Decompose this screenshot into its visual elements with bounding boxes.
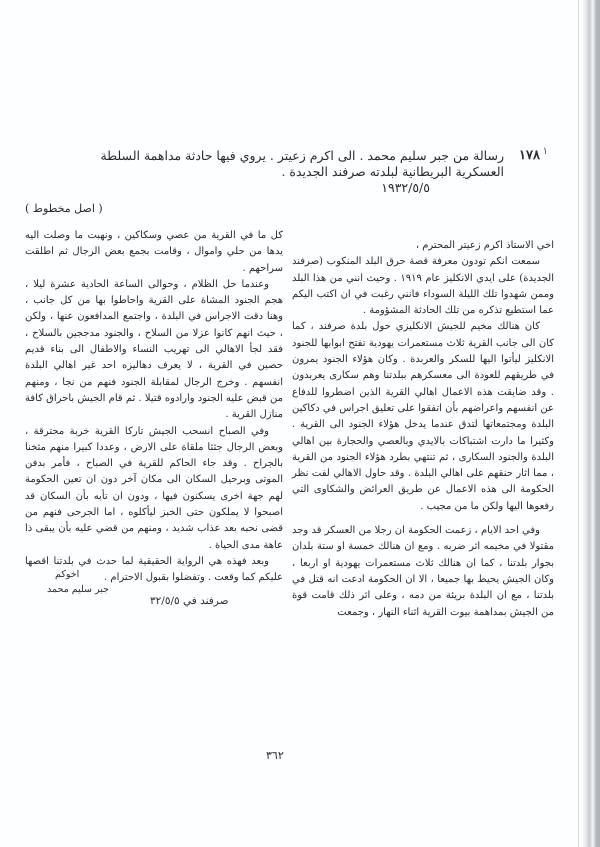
- paragraph: سمعت انكم تودون معرفة قصة حرق البلد المنكوب (صرفند الجديدة) على ايدي الانكليز عام ١٩١٩ . وحيث انني من هذا البلد وممن شهدوا تلك الليلة السوداء فانني رغبت في ان اكتب اليكم عما استطيع تذكره من تلك الحادثة المشؤومة .: [292, 256, 555, 317]
- source-note: ( اصل مخطوط ): [25, 202, 103, 215]
- left-column: [25, 228, 283, 587]
- book-binding-shadow: [582, 0, 600, 847]
- entry-number: ١٧٨: [519, 148, 540, 163]
- right-column: [292, 238, 554, 621]
- document-date: ١٩٣٢/٥/٥: [381, 180, 430, 195]
- place-date: صرفند في ٣٢/٥/٥: [150, 595, 229, 607]
- paragraph: كل ما في القرية من عصي وسكاكين ، ونهبت ما وصلت اليه يدها من حلي واموال ، وقامت بجمع بعض الرجال ثم اطلقت سراحهم .: [25, 230, 283, 274]
- document-title: رسالة من جبر سليم محمد . الى اكرم زعيتر . يروي فيها حادثة مداهمة السلطة العسكرية البريطانية لبلدته صرفند الجديدة .: [100, 148, 504, 179]
- page-number: ٣٦٢: [266, 749, 284, 762]
- margin-mark: ١: [542, 146, 548, 157]
- closing: اخوكم: [55, 569, 80, 580]
- paragraph: وفي الصباح انسحب الجيش تاركا القرية خربة محترقة ، وبعض الرجال جثثا ملقاة على الارض ، وعددا كبيرا منهم مثخنا بالجراح . وقد جاء الحاكم للقرية في الصباح ، فأمر بدفن الموتى وبرحيل السكان الى مكان آخر دون ان تعين الحكومة لهم جهة اخرى يسكنون فيها ، ودون ان تأبه بأن السكان قد اصبحوا لا يملكون حتى الخبز ليأكلوه ، اما الجرحى فنهم من قضى نحبه بعد عذاب شديد ، ومنهم من قضي عليه بأن يبقى ذا عاهة مدى الحياة .: [25, 425, 283, 551]
- paragraph: وعندما حل الظلام ، وحوالى الساعة الحادية عشرة ليلا ، هجم الجنود المشاة على القرية واحاطوا بها من كل جانب ، وهنا دقت الاجراس في البلدة ، واجتمع المدافعون عنها ، ولكن ، حيث انهم كانوا عزلا من السلاح ، والجنود مدججين بالسلاح ، فقد لجأ الاهالي الى تهريب النساء والاطفال الى بناء قديم حصين في القرية ، لا يعرف دهاليزه احد غير اهالي البلدة انفسهم . وخرج الرجال لمقابلة الجنود فنهم من نجا ، ومنهم من قبض عليه الجنود وارادوه قتيلا . ثم قام الجيش باحراق كافة منازل القرية .: [25, 278, 283, 421]
- paragraph: وبعد فهذه هي الرواية الحقيقية لما حدث في بلدتنا اقصها عليكم كما وقعت . وتفضلوا بقبول الاحترام .: [25, 555, 283, 584]
- salutation: اخي الاستاذ اكرم زعيتر المحترم ،: [415, 240, 554, 251]
- signature: جبر سليم محمد: [47, 584, 110, 595]
- paragraph: كان هنالك مخيم للجيش الانكليزي حول بلدة صرفند ، كما كان الى جانب القرية ثلاث مستعمرات يهودية تفتح ابوابها للجنود الانكليز ليأتوا اليها للسكر والعربدة . وكان هؤلاء الجنود يمرون في طريقهم للعودة الى معسكرهم ببلدتنا وهم سكارى يعربدون . وقد ضايقت هذه الاعمال اهالي القرية الذين اضطروا للدفاع عن انفسهم واعراضهم بأن اتفقوا على تعليق اجراس في دكاكين البلدة ومجتمعاتها لتدق عندما يدخل هؤلاء الجنود الى القرية . وكثيرا ما دارت اشتباكات بالايدي وبالعصي والحجارة بين اهالي البلدة والجنود السكارى ، ثم تنتهي بطرد هؤلاء الجنود من القرية ، مما اثار حنقهم على اهالي البلدة . وقد حاول الاهالي لفت نظر الحكومة الى هذه الاعمال عن طريق العرائض والشكاوى التي رفعوها اليها ولكن ما من مجيب .: [292, 321, 554, 512]
- document-header: [60, 146, 548, 196]
- binding-edge-line: [578, 0, 579, 847]
- paragraph: وفي احد الايام ، زعمت الحكومة ان رجلا من العسكر قد وجد مقتولا في مخيمه اثر ضربه . ومع ان هنالك خمسة او ستة بلدان بجوار بلدتنا ، كما ان هنالك ثلاث مستعمرات يهودية او اربعا ، وكان الجيش يحيط بها جميعا ، الا ان الحكومة ادعت انه قتل في بلدتنا ، مع ان البلدة بريئة من دمه ، وعلى اثر ذلك قامت قوة من الجيش بمداهمة بيوت القرية اثناء النهار ، وجمعت: [292, 525, 554, 618]
